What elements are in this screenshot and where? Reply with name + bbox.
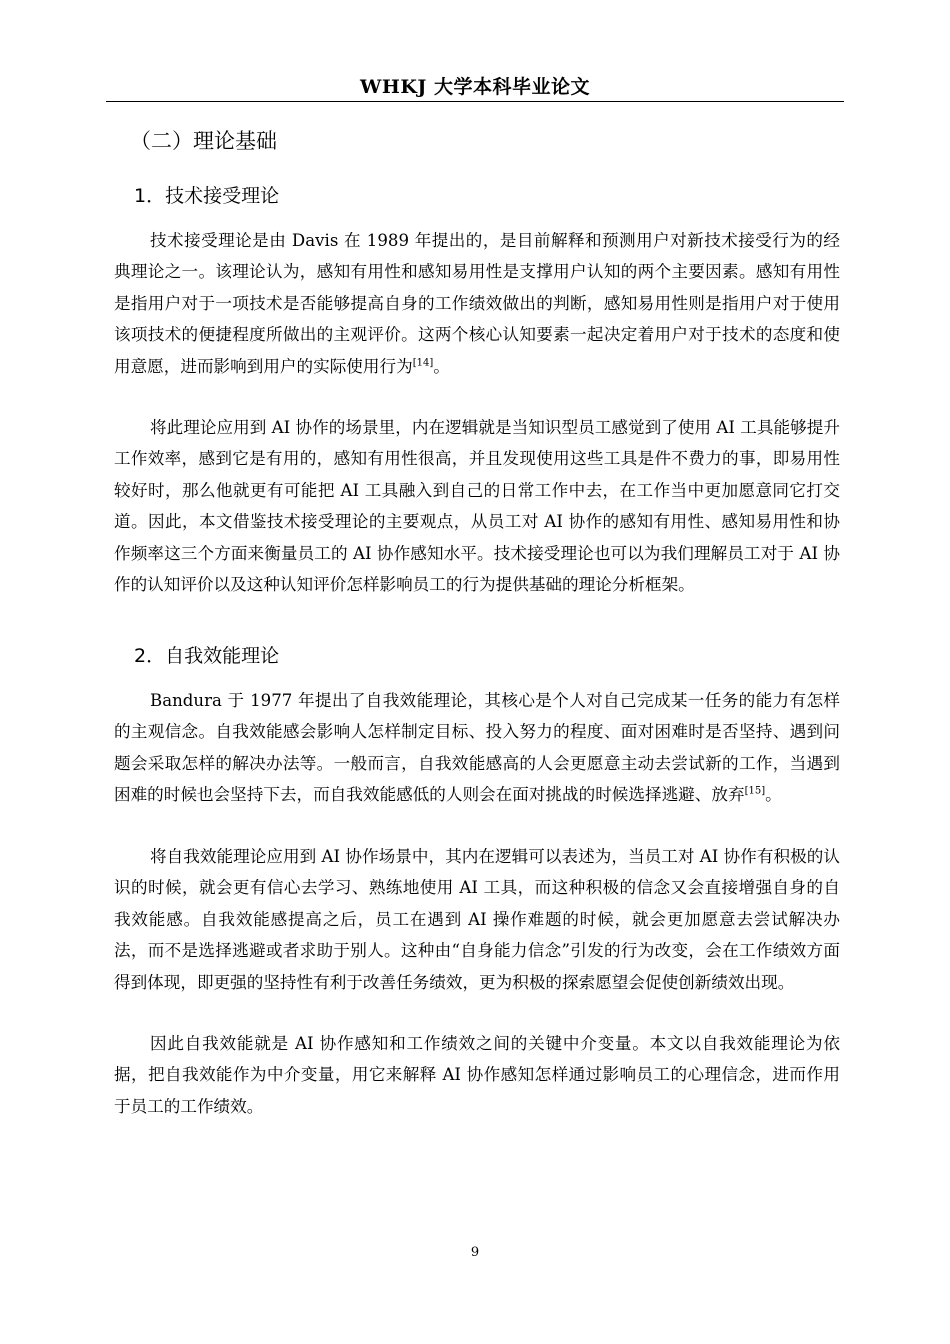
paragraph-text: 将此理论应用到 AI 协作的场景里，内在逻辑就是当知识型员工感觉到了使用 AI 工具能够提升工作效率，感到它是有用的，感知有用性很高，并且发现使用这些工具是件不费力的事，即易用性较好时，那么他就更有可能把 AI 工具融入到自己的日常工作中去，在工作当中更加愿意同它打交道。因此，本文借鉴技术接受理论的主要观点，从员工对 AI 协作的感知有用性、感知易用性和协作频率这三个方面来衡量员工的 AI 协作感知水平。技术接受理论也可以为我们理解员工对于 AI 协作的认知评价以及这种认知评价怎样影响员工的行为提供基础的理论分析框架。 (114, 418, 840, 595)
header-rule (106, 101, 844, 102)
section-heading: （二）理论基础 (130, 129, 277, 153)
paragraph-tam-2 (114, 412, 840, 600)
subsection-heading-tam: 1．技术接受理论 (134, 185, 280, 207)
citation: [14] (412, 357, 434, 369)
citation: [15] (744, 785, 766, 797)
paragraph-text: 将自我效能理论应用到 AI 协作场景中，其内在逻辑可以表述为，当员工对 AI 协作有积极的认识的时候，就会更有信心去学习、熟练地使用 AI 工具，而这种积极的信念又会直接增强自身的自我效能感。自我效能感提高之后，员工在遇到 AI 操作难题的时候，就会更加愿意去尝试解决办法，而不是选择逃避或者求助于别人。这种由“自身能力信念”引发的行为改变，会在工作绩效方面得到体现，即更强的坚持性有利于改善任务绩效，更为积极的探索愿望会促使创新绩效出现。 (114, 847, 840, 992)
paragraph-text: 因此自我效能就是 AI 协作感知和工作绩效之间的关键中介变量。本文以自我效能理论为依据，把自我效能作为中介变量，用它来解释 AI 协作感知怎样通过影响员工的心理信念，进而作用于员工的工作绩效。 (114, 1034, 840, 1116)
paragraph-tail: 。 (765, 785, 782, 805)
paragraph-text: 技术接受理论是由 Davis 在 1989 年提出的，是目前解释和预测用户对新技术接受行为的经典理论之一。该理论认为，感知有用性和感知易用性是支撑用户认知的两个主要因素。感知有用性是指用户对于一项技术是否能够提高自身的工作绩效做出的判断，感知易用性则是指用户对于使用该项技术的便捷程度所做出的主观评价。这两个核心认知要素一起决定着用户对于技术的态度和使用意愿，进而影响到用户的实际使用行为 (114, 231, 840, 376)
subsection-heading-self-efficacy: 2．自我效能理论 (134, 645, 280, 667)
paragraph-se-1 (114, 685, 840, 811)
paragraph-tam-1 (114, 225, 840, 382)
paragraph-tail: 。 (433, 356, 450, 376)
paragraph-se-3 (114, 1028, 840, 1122)
running-header: WHKJ 大学本科毕业论文 (360, 76, 590, 98)
page-number: 9 (470, 1245, 480, 1260)
paragraph-se-2 (114, 841, 840, 998)
paragraph-text: Bandura 于 1977 年提出了自我效能理论，其核心是个人对自己完成某一任务的能力有怎样的主观信念。自我效能感会影响人怎样制定目标、投入努力的程度、面对困难时是否坚持、遇到问题会采取怎样的解决办法等。一般而言，自我效能感高的人会更愿意主动去尝试新的工作，当遇到困难的时候也会坚持下去，而自我效能感低的人则会在面对挑战的时候选择逃避、放弃 (114, 691, 840, 805)
